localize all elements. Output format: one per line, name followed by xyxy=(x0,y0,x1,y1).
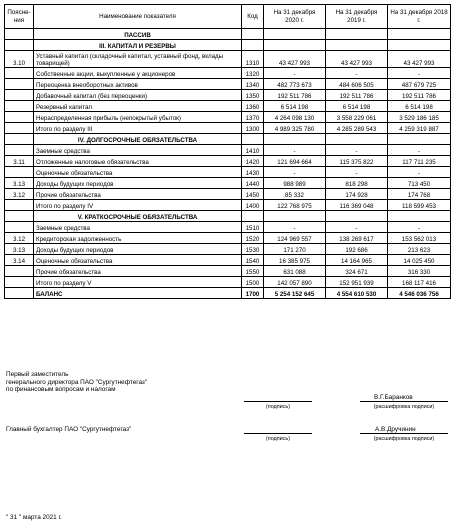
value-2020-cell: 85 332 xyxy=(264,189,326,200)
value-2019-cell: 484 606 505 xyxy=(326,79,388,90)
note-cell: 3.13 xyxy=(5,244,34,255)
value-2020-cell: 121 694 664 xyxy=(264,156,326,167)
table-row xyxy=(5,79,451,90)
note-cell xyxy=(5,266,34,277)
value-2019-cell: 6 514 198 xyxy=(326,101,388,112)
table-header xyxy=(5,5,451,29)
value-2019-cell: 3 558 229 061 xyxy=(326,112,388,123)
table-row xyxy=(5,266,451,277)
note-cell xyxy=(5,288,34,299)
code-cell: 1500 xyxy=(242,277,264,288)
table-row xyxy=(5,277,451,288)
name-cell: Доходы будущих периодов xyxy=(34,178,242,189)
empty-cell xyxy=(242,211,264,222)
name-cell: БАЛАНС xyxy=(34,288,242,299)
header-2020: На 31 декабря 2020 г. xyxy=(264,5,326,29)
value-2020-cell: 5 254 152 645 xyxy=(264,288,326,299)
table-row xyxy=(5,90,451,101)
note-cell: 3.14 xyxy=(5,255,34,266)
value-2020-cell: 988 989 xyxy=(264,178,326,189)
value-2018-cell: 3 529 186 185 xyxy=(388,112,451,123)
value-2019-cell: 138 269 617 xyxy=(326,233,388,244)
name-cell: Заемные средства xyxy=(34,222,242,233)
value-2019-cell: 324 671 xyxy=(326,266,388,277)
section-title: IV. ДОЛГОСРОЧНЫЕ ОБЯЗАТЕЛЬСТВА xyxy=(34,134,242,145)
value-2018-cell: - xyxy=(388,145,451,156)
signature-line-2 xyxy=(244,433,312,434)
note-cell xyxy=(5,211,34,222)
section-row xyxy=(5,134,451,145)
code-cell: 1340 xyxy=(242,79,264,90)
code-cell: 1550 xyxy=(242,266,264,277)
name-cell: Резервный капитал xyxy=(34,101,242,112)
name-cell: Прочие обязательства xyxy=(34,266,242,277)
empty-cell xyxy=(388,211,451,222)
value-2020-cell: 16 385 975 xyxy=(264,255,326,266)
code-cell: 1300 xyxy=(242,123,264,134)
value-2019-cell: 4 285 289 543 xyxy=(326,123,388,134)
table-row xyxy=(5,244,451,255)
table-row xyxy=(5,189,451,200)
note-cell: 3.10 xyxy=(5,51,34,68)
empty-cell xyxy=(388,29,451,40)
value-2020-cell: 171 270 xyxy=(264,244,326,255)
value-2018-cell: 168 117 416 xyxy=(388,277,451,288)
value-2018-cell: 118 599 453 xyxy=(388,200,451,211)
table-row xyxy=(5,112,451,123)
note-cell xyxy=(5,101,34,112)
value-2019-cell: - xyxy=(326,222,388,233)
code-cell: 1440 xyxy=(242,178,264,189)
value-2020-cell: 122 768 975 xyxy=(264,200,326,211)
value-2019-cell: 14 164 965 xyxy=(326,255,388,266)
value-2018-cell: 43 427 993 xyxy=(388,51,451,68)
section-row xyxy=(5,40,451,51)
name-line-2 xyxy=(360,433,448,434)
value-2019-cell: 192 686 xyxy=(326,244,388,255)
table-row xyxy=(5,156,451,167)
value-2019-cell: - xyxy=(326,167,388,178)
table-row xyxy=(5,233,451,244)
code-cell: 1360 xyxy=(242,101,264,112)
header-code: Код xyxy=(242,5,264,29)
value-2020-cell: 631 088 xyxy=(264,266,326,277)
name-cell: Заемные средства xyxy=(34,145,242,156)
value-2020-cell: 43 427 993 xyxy=(264,51,326,68)
empty-cell xyxy=(242,40,264,51)
value-2020-cell: 142 057 890 xyxy=(264,277,326,288)
value-2018-cell: 192 511 786 xyxy=(388,90,451,101)
report-date: " 31 " марта 2021 г. xyxy=(6,514,62,521)
code-cell: 1450 xyxy=(242,189,264,200)
name-cell: Доходы будущих периодов xyxy=(34,244,242,255)
table-row xyxy=(5,123,451,134)
first-label-line1: Первый заместитель xyxy=(6,371,69,378)
table-row xyxy=(5,222,451,233)
name-cell: Нераспределенная прибыль (непокрытый убыток) xyxy=(34,112,242,123)
table-row xyxy=(5,101,451,112)
code-cell: 1370 xyxy=(242,112,264,123)
value-2018-cell: 4 546 036 756 xyxy=(388,288,451,299)
empty-cell xyxy=(326,211,388,222)
caption-decode-2: (расшифровка подписи) xyxy=(373,436,435,442)
empty-cell xyxy=(264,134,326,145)
value-2020-cell: 482 773 673 xyxy=(264,79,326,90)
value-2018-cell: 713 450 xyxy=(388,178,451,189)
code-cell: 1400 xyxy=(242,200,264,211)
value-2018-cell: 117 711 235 xyxy=(388,156,451,167)
name-cell: Итого по разделу IV xyxy=(34,200,242,211)
note-cell xyxy=(5,40,34,51)
value-2018-cell: 4 259 319 887 xyxy=(388,123,451,134)
value-2020-cell: 4 989 325 780 xyxy=(264,123,326,134)
value-2019-cell: 43 427 993 xyxy=(326,51,388,68)
header-name: Наименование показателя xyxy=(34,5,242,29)
note-cell xyxy=(5,222,34,233)
empty-cell xyxy=(242,29,264,40)
value-2020-cell: - xyxy=(264,68,326,79)
value-2020-cell: 124 969 557 xyxy=(264,233,326,244)
value-2019-cell: 115 375 822 xyxy=(326,156,388,167)
caption-decode-1: (расшифровка подписи) xyxy=(373,404,435,410)
note-cell xyxy=(5,277,34,288)
value-2018-cell: - xyxy=(388,222,451,233)
value-2018-cell: - xyxy=(388,167,451,178)
name-cell: Добавочный капитал (без переоценки) xyxy=(34,90,242,101)
name-cell: Прочие обязательства xyxy=(34,189,242,200)
first-deputy-name: В.Г.Баранков xyxy=(374,394,413,401)
table-row xyxy=(5,51,451,68)
first-deputy-label xyxy=(6,371,147,394)
empty-cell xyxy=(326,40,388,51)
note-cell: 3.13 xyxy=(5,178,34,189)
table-row xyxy=(5,255,451,266)
value-2019-cell: 174 928 xyxy=(326,189,388,200)
name-cell: Итого по разделу V xyxy=(34,277,242,288)
balance-table xyxy=(4,4,451,299)
code-cell: 1510 xyxy=(242,222,264,233)
code-cell: 1530 xyxy=(242,244,264,255)
chief-accountant-name: А.В.Дручинин xyxy=(375,426,416,433)
code-cell: 1310 xyxy=(242,51,264,68)
value-2020-cell: 192 511 786 xyxy=(264,90,326,101)
value-2019-cell: 4 554 610 530 xyxy=(326,288,388,299)
code-cell: 1430 xyxy=(242,167,264,178)
table-row xyxy=(5,200,451,211)
note-cell xyxy=(5,123,34,134)
chief-accountant-label: Главный бухгалтер ПАО "Сургутнефтегаз" xyxy=(6,426,132,433)
value-2020-cell: 4 264 098 130 xyxy=(264,112,326,123)
note-cell xyxy=(5,29,34,40)
value-2019-cell: 818 298 xyxy=(326,178,388,189)
code-cell: 1420 xyxy=(242,156,264,167)
note-cell xyxy=(5,145,34,156)
first-label-line3: по финансовым вопросам и налогам xyxy=(6,386,116,394)
code-cell: 1540 xyxy=(242,255,264,266)
value-2018-cell: 174 768 xyxy=(388,189,451,200)
value-2020-cell: - xyxy=(264,222,326,233)
name-cell: Кредиторская задолженность xyxy=(34,233,242,244)
value-2018-cell: 14 025 450 xyxy=(388,255,451,266)
empty-cell xyxy=(264,211,326,222)
name-cell: Уставный капитал (складочный капитал, уставный фонд, вклады товарищей) xyxy=(34,51,242,68)
name-line-1 xyxy=(360,401,448,402)
note-cell: 3.11 xyxy=(5,156,34,167)
value-2019-cell: 192 511 786 xyxy=(326,90,388,101)
caption-sign-2: (подпись) xyxy=(266,436,290,442)
note-cell: 3.12 xyxy=(5,233,34,244)
name-cell: Оценочные обязательства xyxy=(34,255,242,266)
header-note: Поясне-ния xyxy=(5,5,34,29)
value-2019-cell: - xyxy=(326,145,388,156)
name-cell: Оценочные обязательства xyxy=(34,167,242,178)
empty-cell xyxy=(264,29,326,40)
empty-cell xyxy=(388,134,451,145)
empty-cell xyxy=(326,134,388,145)
value-2019-cell: 116 369 048 xyxy=(326,200,388,211)
value-2018-cell: 6 514 198 xyxy=(388,101,451,112)
value-2020-cell: - xyxy=(264,145,326,156)
code-cell: 1410 xyxy=(242,145,264,156)
code-cell: 1700 xyxy=(242,288,264,299)
value-2018-cell: 153 562 013 xyxy=(388,233,451,244)
empty-cell xyxy=(242,134,264,145)
value-2018-cell: 487 679 725 xyxy=(388,79,451,90)
section-title: ПАССИВ xyxy=(34,29,242,40)
empty-cell xyxy=(326,29,388,40)
note-cell xyxy=(5,68,34,79)
first-label-line2: генерального директора ПАО "Сургутнефтегаз" xyxy=(6,378,148,386)
header-2018: На 31 декабря 2018 г. xyxy=(388,5,451,29)
value-2019-cell: - xyxy=(326,68,388,79)
table-row xyxy=(5,178,451,189)
table-row xyxy=(5,167,451,178)
section-title: V. КРАТКОСРОЧНЫЕ ОБЯЗАТЕЛЬСТВА xyxy=(34,211,242,222)
header-2019: На 31 декабря 2019 г. xyxy=(326,5,388,29)
value-2020-cell: - xyxy=(264,167,326,178)
empty-cell xyxy=(388,40,451,51)
section-row xyxy=(5,211,451,222)
section-title: III. КАПИТАЛ И РЕЗЕРВЫ xyxy=(34,40,242,51)
name-cell: Переоценка внеоборотных активов xyxy=(34,79,242,90)
note-cell xyxy=(5,167,34,178)
empty-cell xyxy=(264,40,326,51)
note-cell xyxy=(5,90,34,101)
table-row xyxy=(5,68,451,79)
code-cell: 1520 xyxy=(242,233,264,244)
note-cell: 3.12 xyxy=(5,189,34,200)
value-2019-cell: 152 951 939 xyxy=(326,277,388,288)
name-cell: Итого по разделу III xyxy=(34,123,242,134)
value-2020-cell: 6 514 198 xyxy=(264,101,326,112)
value-2018-cell: 213 623 xyxy=(388,244,451,255)
note-cell xyxy=(5,134,34,145)
note-cell xyxy=(5,79,34,90)
section-row xyxy=(5,29,451,40)
value-2018-cell: 316 330 xyxy=(388,266,451,277)
name-cell: Собственные акции, выкупленные у акционеров xyxy=(34,68,242,79)
signature-line-1 xyxy=(244,401,312,402)
total-row xyxy=(5,288,451,299)
code-cell: 1350 xyxy=(242,90,264,101)
note-cell xyxy=(5,200,34,211)
table-row xyxy=(5,145,451,156)
name-cell: Отложенные налоговые обязательства xyxy=(34,156,242,167)
value-2018-cell: - xyxy=(388,68,451,79)
caption-sign-1: (подпись) xyxy=(266,404,290,410)
code-cell: 1320 xyxy=(242,68,264,79)
note-cell xyxy=(5,112,34,123)
